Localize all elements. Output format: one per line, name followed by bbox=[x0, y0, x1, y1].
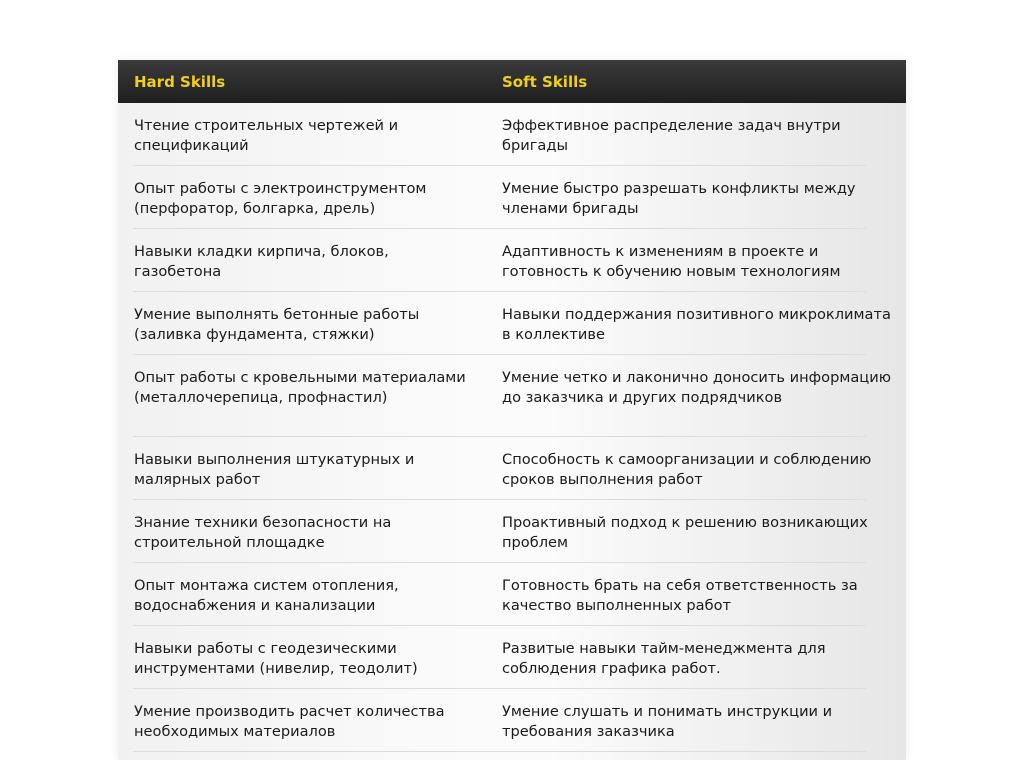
hard-skill-cell: Навыки кладки кирпича, блоков, газобетона bbox=[134, 243, 389, 280]
table-row bbox=[118, 229, 906, 292]
hard-skill-cell: Опыт монтажа систем отопления, водоснабжения и канализации bbox=[134, 577, 399, 614]
table-row bbox=[118, 292, 906, 355]
soft-skill-cell: Проактивный подход к решению возникающих проблем bbox=[502, 514, 868, 551]
table-body bbox=[118, 103, 906, 752]
table-row bbox=[118, 689, 906, 752]
soft-skill-cell: Умение четко и лаконично доносить информацию до заказчика и других подрядчиков bbox=[502, 369, 891, 406]
hard-skill-cell: Знание техники безопасности на строительной площадке bbox=[134, 514, 392, 551]
table-row bbox=[118, 626, 906, 689]
skills-table bbox=[118, 60, 906, 760]
soft-skill-cell: Навыки поддержания позитивного микроклимата в коллективе bbox=[502, 306, 891, 343]
table-row bbox=[118, 563, 906, 626]
hard-skill-cell: Навыки выполнения штукатурных и малярных работ bbox=[134, 451, 415, 488]
soft-skill-cell: Готовность брать на себя ответственность за качество выполненных работ bbox=[502, 577, 858, 614]
table-row bbox=[118, 103, 906, 166]
soft-skill-cell: Способность к самоорганизации и соблюдению сроков выполнения работ bbox=[502, 451, 872, 488]
table-row bbox=[118, 500, 906, 563]
header-soft-skills: Soft Skills bbox=[502, 72, 588, 91]
header-hard-skills: Hard Skills bbox=[134, 72, 226, 91]
hard-skill-cell: Навыки работы с геодезическими инструментами (нивелир, теодолит) bbox=[134, 640, 418, 677]
hard-skill-cell: Опыт работы с кровельными материалами (металлочерепица, профнастил) bbox=[134, 369, 466, 406]
table-row bbox=[118, 166, 906, 229]
soft-skill-cell: Адаптивность к изменениям в проекте и готовность к обучению новым технологиям bbox=[502, 243, 841, 280]
soft-skill-cell: Умение слушать и понимать инструкции и требования заказчика bbox=[502, 703, 833, 740]
hard-skill-cell: Опыт работы с электроинструментом (перфоратор, болгарка, дрель) bbox=[134, 180, 427, 217]
table-row bbox=[118, 437, 906, 500]
hard-skill-cell: Умение выполнять бетонные работы (заливка фундамента, стяжки) bbox=[134, 306, 420, 343]
table-row bbox=[118, 355, 906, 437]
soft-skill-cell: Эффективное распределение задач внутри бригады bbox=[502, 117, 841, 154]
table-header bbox=[118, 60, 906, 103]
soft-skill-cell: Развитые навыки тайм-менеджмента для соблюдения графика работ. bbox=[502, 640, 826, 677]
hard-skill-cell: Чтение строительных чертежей и спецификаций bbox=[134, 117, 399, 154]
hard-skill-cell: Умение производить расчет количества необходимых материалов bbox=[134, 703, 445, 740]
soft-skill-cell: Умение быстро разрешать конфликты между членами бригады bbox=[502, 180, 856, 217]
